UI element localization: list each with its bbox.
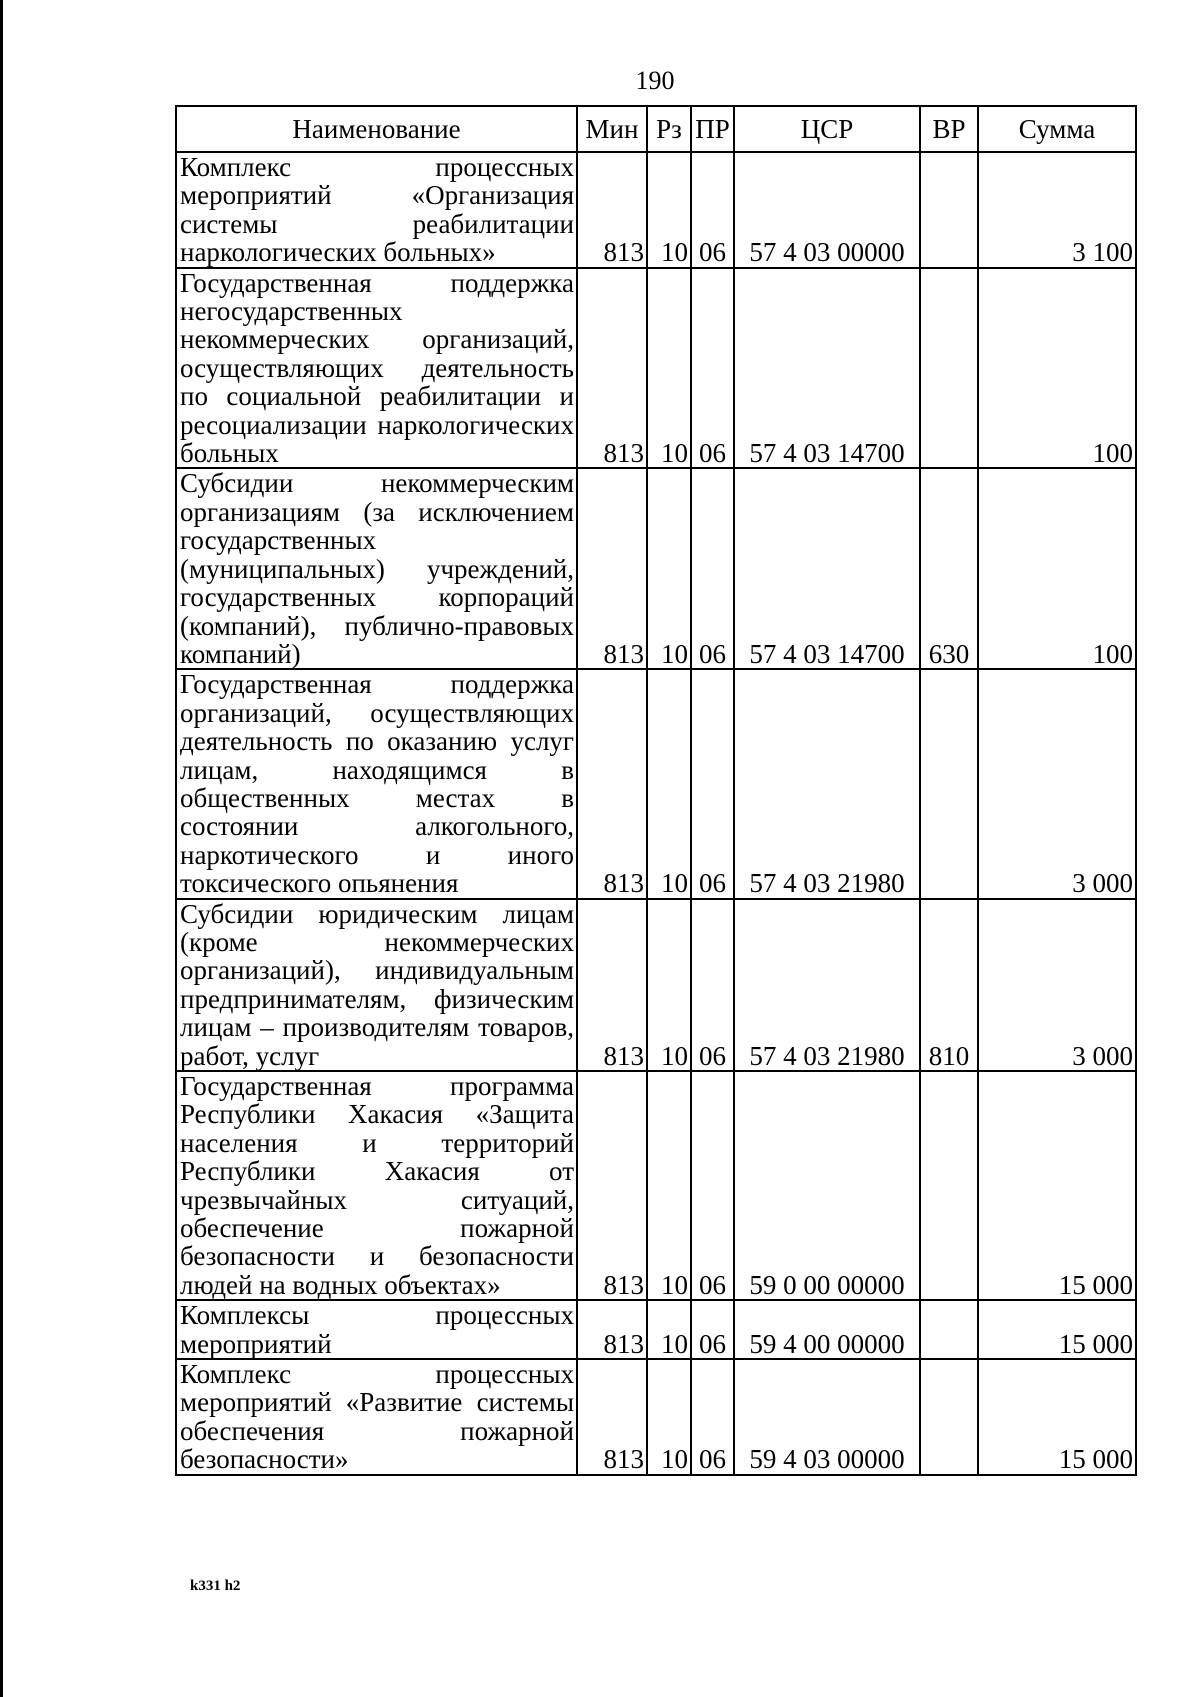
row-vr <box>920 669 978 898</box>
row-min: 813 <box>577 1359 647 1475</box>
row-vr <box>920 1300 978 1359</box>
footer-code: k331 h2 <box>190 1578 241 1594</box>
row-name: Государственная программа Республики Хакасия «Защита населения и территорий Республики Хакасия от чрезвычайных ситуаций, обеспечение пожарной безопасности и безопасности людей на водных объектах» <box>176 1071 577 1300</box>
header-pr: ПР <box>691 106 734 152</box>
row-vr <box>920 268 978 469</box>
row-rz: 10 <box>647 899 691 1071</box>
page-edge-line <box>0 0 3 1697</box>
table-row <box>176 268 1136 469</box>
table-row <box>176 899 1136 1071</box>
header-rz: Рз <box>647 106 691 152</box>
row-min: 813 <box>577 152 647 268</box>
header-min: Мин <box>577 106 647 152</box>
table-row <box>176 1359 1136 1475</box>
row-rz: 10 <box>647 1300 691 1359</box>
row-csr: 57 4 03 14700 <box>734 268 920 469</box>
header-vr: ВР <box>920 106 978 152</box>
header-csr: ЦСР <box>734 106 920 152</box>
row-name: Комплексы процессных мероприятий <box>176 1300 577 1359</box>
row-sum: 15 000 <box>978 1359 1136 1475</box>
table-row <box>176 468 1136 669</box>
row-vr <box>920 1071 978 1300</box>
row-vr <box>920 152 978 268</box>
row-rz: 10 <box>647 152 691 268</box>
row-min: 813 <box>577 468 647 669</box>
row-pr: 06 <box>691 152 734 268</box>
row-pr: 06 <box>691 268 734 469</box>
table-row <box>176 1071 1136 1300</box>
row-rz: 10 <box>647 669 691 898</box>
row-csr: 59 4 00 00000 <box>734 1300 920 1359</box>
table-row <box>176 152 1136 268</box>
row-sum: 15 000 <box>978 1071 1136 1300</box>
row-rz: 10 <box>647 1359 691 1475</box>
row-vr: 810 <box>920 899 978 1071</box>
row-csr: 57 4 03 21980 <box>734 899 920 1071</box>
row-rz: 10 <box>647 268 691 469</box>
row-csr: 57 4 03 00000 <box>734 152 920 268</box>
row-pr: 06 <box>691 1359 734 1475</box>
row-name: Субсидии некоммерческим организациям (за исключением государственных (муниципальных) учреждений, государственных корпораций (компаний), публично-правовых компаний) <box>176 468 577 669</box>
row-pr: 06 <box>691 1300 734 1359</box>
row-min: 813 <box>577 669 647 898</box>
row-vr: 630 <box>920 468 978 669</box>
page-number: 190 <box>635 66 675 95</box>
row-pr: 06 <box>691 468 734 669</box>
row-name: Комплекс процессных мероприятий «Организация системы реабилитации наркологических больных» <box>176 152 577 268</box>
budget-table <box>175 105 1137 1476</box>
row-rz: 10 <box>647 468 691 669</box>
header-name: Наименование <box>176 106 577 152</box>
row-csr: 59 4 03 00000 <box>734 1359 920 1475</box>
row-sum: 15 000 <box>978 1300 1136 1359</box>
row-min: 813 <box>577 268 647 469</box>
table-row <box>176 1300 1136 1359</box>
row-sum: 100 <box>978 468 1136 669</box>
row-csr: 59 0 00 00000 <box>734 1071 920 1300</box>
row-pr: 06 <box>691 669 734 898</box>
row-name: Государственная поддержка организаций, осуществляющих деятельность по оказанию услуг лицам, находящимся в общественных местах в состоянии алкогольного, наркотического и иного токсического опьянения <box>176 669 577 898</box>
row-min: 813 <box>577 1071 647 1300</box>
row-name: Государственная поддержка негосударственных некоммерческих организаций, осуществляющих деятельность по социальной реабилитации и ресоциализации наркологических больных <box>176 268 577 469</box>
table-header-row <box>176 106 1136 152</box>
row-sum: 3 000 <box>978 899 1136 1071</box>
row-name: Комплекс процессных мероприятий «Развитие системы обеспечения пожарной безопасности» <box>176 1359 577 1475</box>
header-sum: Сумма <box>978 106 1136 152</box>
row-vr <box>920 1359 978 1475</box>
row-min: 813 <box>577 1300 647 1359</box>
row-min: 813 <box>577 899 647 1071</box>
row-sum: 3 100 <box>978 152 1136 268</box>
row-pr: 06 <box>691 899 734 1071</box>
row-csr: 57 4 03 14700 <box>734 468 920 669</box>
row-sum: 100 <box>978 268 1136 469</box>
row-name: Субсидии юридическим лицам (кроме некоммерческих организаций), индивидуальным предпринимателям, физическим лицам – производителям товаров, работ, услуг <box>176 899 577 1071</box>
row-pr: 06 <box>691 1071 734 1300</box>
table-row <box>176 669 1136 898</box>
row-csr: 57 4 03 21980 <box>734 669 920 898</box>
row-rz: 10 <box>647 1071 691 1300</box>
row-sum: 3 000 <box>978 669 1136 898</box>
